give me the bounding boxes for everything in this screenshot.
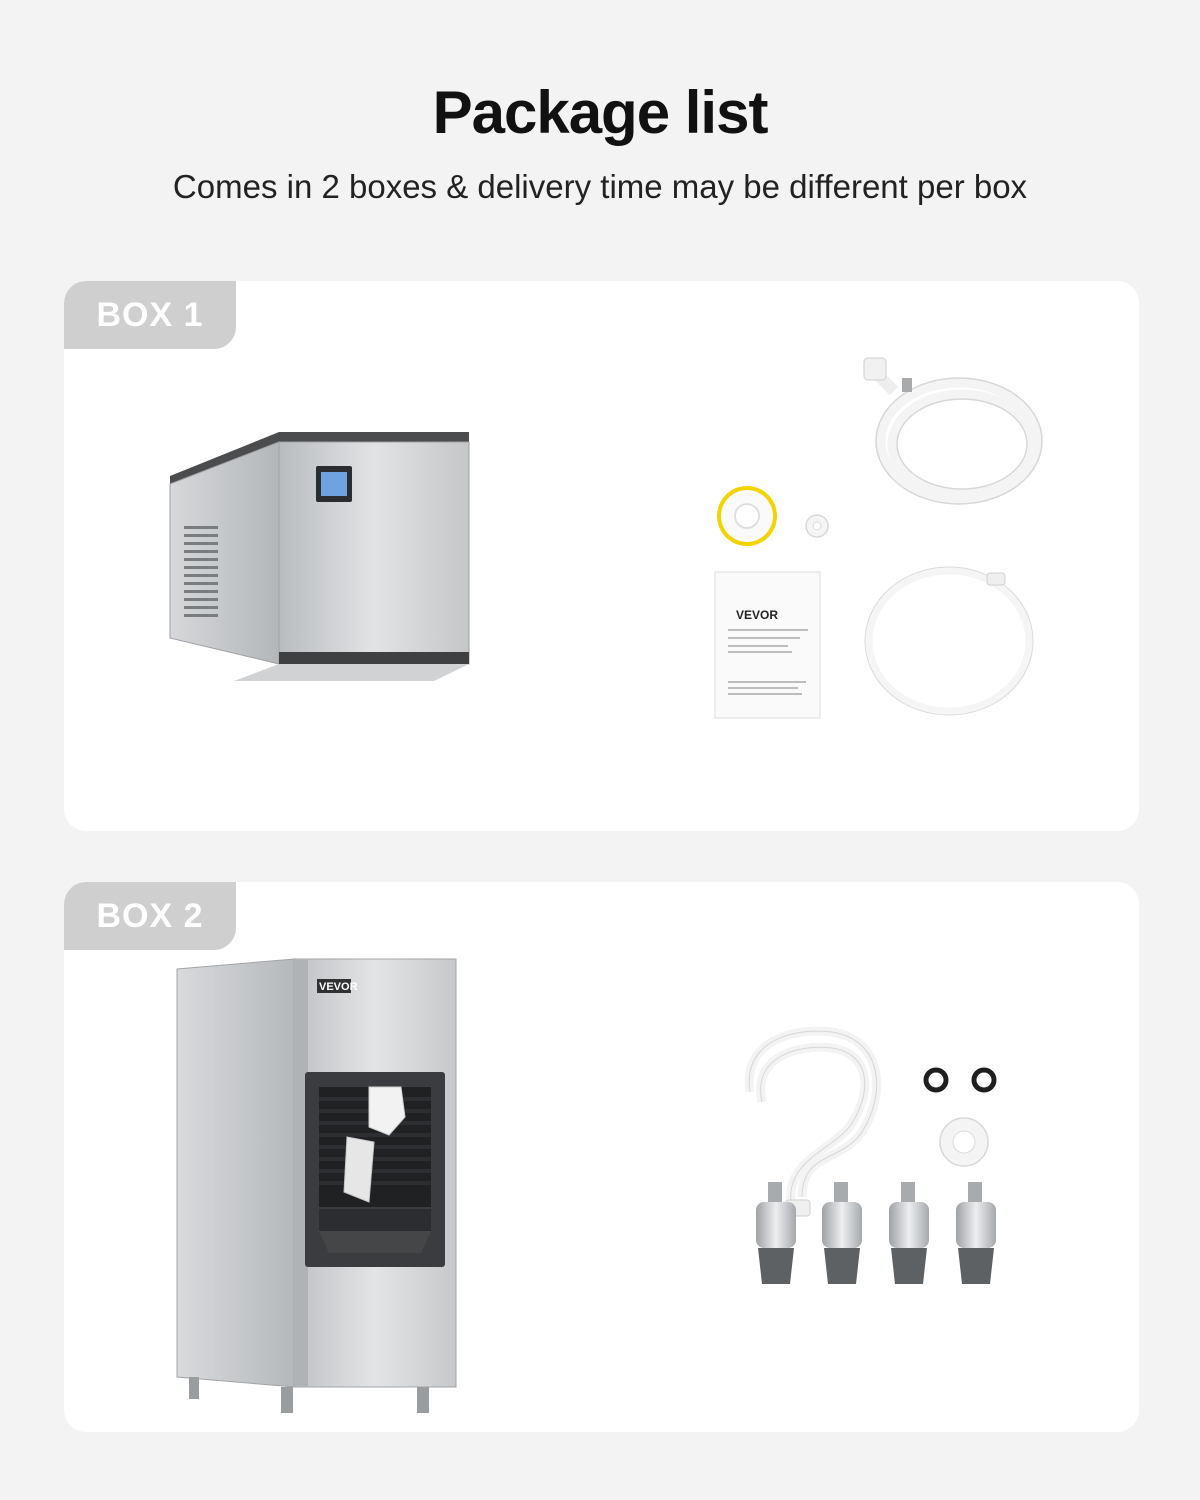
ice-dispenser-image	[169, 957, 469, 1427]
dispenser-brand-text: VEVOR	[319, 981, 358, 993]
manual-brand-text: VEVOR	[736, 608, 779, 622]
page-subtitle: Comes in 2 boxes & delivery time may be different per box	[172, 168, 1028, 205]
teflon-tape-image	[712, 481, 782, 551]
washer-image	[802, 511, 832, 541]
drain-hose-image	[859, 561, 1039, 721]
box-1-badge: BOX 1	[64, 281, 236, 349]
ice-maker-head-image	[164, 426, 494, 681]
box-2-badge: BOX 2	[64, 882, 236, 950]
o-ring-image	[922, 1066, 1002, 1094]
user-manual-image	[714, 571, 822, 721]
water-hose-image	[854, 356, 1054, 516]
leveling-foot-image	[752, 1182, 1022, 1302]
large-washer-image	[936, 1114, 992, 1170]
box-1-panel	[64, 281, 1139, 831]
box-2-panel	[64, 882, 1139, 1432]
page-title: Package list	[432, 79, 768, 146]
